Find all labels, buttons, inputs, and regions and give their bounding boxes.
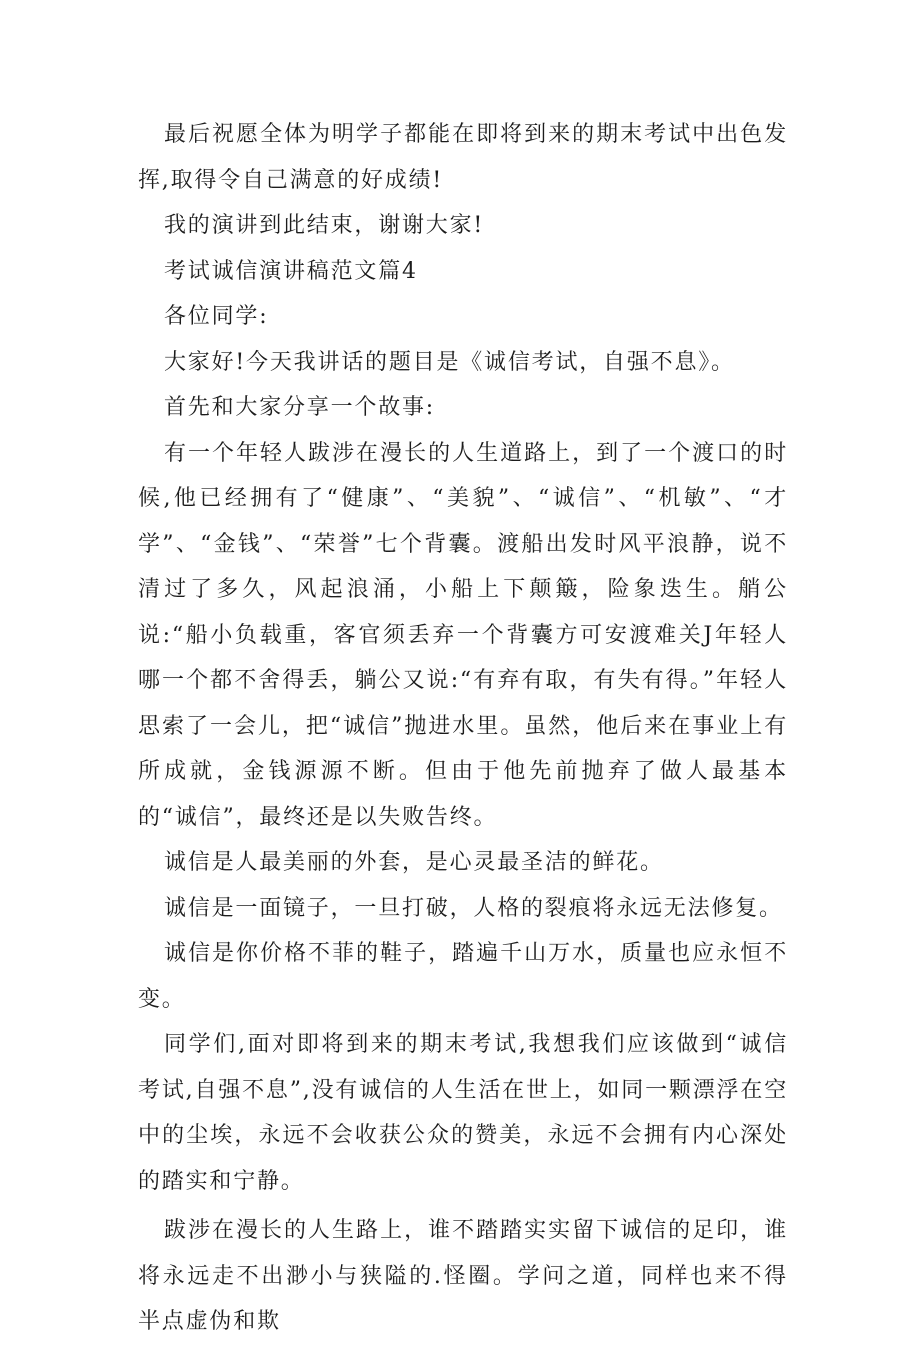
paragraph-closing-wish: 最后祝愿全体为明学子都能在即将到来的期末考试中出色发挥,取得令自己满意的好成绩! [138,122,788,193]
paragraph-greeting: 大家好!今天我讲话的题目是《诚信考试，自强不息》。 [164,349,735,375]
section-heading: 考试诚信演讲稿范文篇4 [164,258,418,284]
paragraph-honesty-coat: 诚信是人最美丽的外套，是心灵最圣洁的鲜花。 [164,850,664,875]
paragraph-life-journey: 跋涉在漫长的人生路上，谁不踏踏实实留下诚信的足印，谁将永远走不出渺小与狭隘的.怪圈。学问之道，同样也来不得半点虚伪和欺 [138,1218,788,1334]
paragraph-honesty-shoes: 诚信是你价格不菲的鞋子，踏遍千山万水，质量也应永恒不变。 [138,941,788,1012]
paragraph-story: 有一个年轻人跋涉在漫长的人生道路上，到了一个渡口的时候,他已经拥有了“健康”、“美貌”、“诚信”、“机敏”、“才学”、“金钱”、“荣誉”七个背囊。渡船出发时风平浪静，说不清过了多久，风起浪涌，小船上下颠簸，险象迭生。艄公说:“船小负载重，客官须丢弃一个背囊方可安渡难关J年轻人哪一个都不舍得丢，躺公又说:“有弃有取，有失有得。”年轻人思索了一会儿，把“诚信”抛进水里。虽然，他后来在事业上有所成就，金钱源源不断。但由于他先前抛弃了做人最基本的“诚信”，最终还是以失败告终。 [138,440,788,830]
document-body [138,112,788,1345]
paragraph-story-intro: 首先和大家分享一个故事: [164,395,436,420]
paragraph-salutation: 各位同学: [164,304,269,329]
paragraph-honesty-mirror: 诚信是一面镜子，一旦打破，人格的裂痕将永远无法修复。 [164,895,783,921]
paragraph-exam-call: 同学们,面对即将到来的期末考试,我想我们应该做到“诚信考试,自强不息”,没有诚信的人生活在世上，如同一颗漂浮在空中的尘埃，永远不会收获公众的赞美，永远不会拥有内心深处的踏实和宁静。 [138,1032,788,1194]
paragraph-speech-end: 我的演讲到此结束，谢谢大家! [164,213,485,238]
